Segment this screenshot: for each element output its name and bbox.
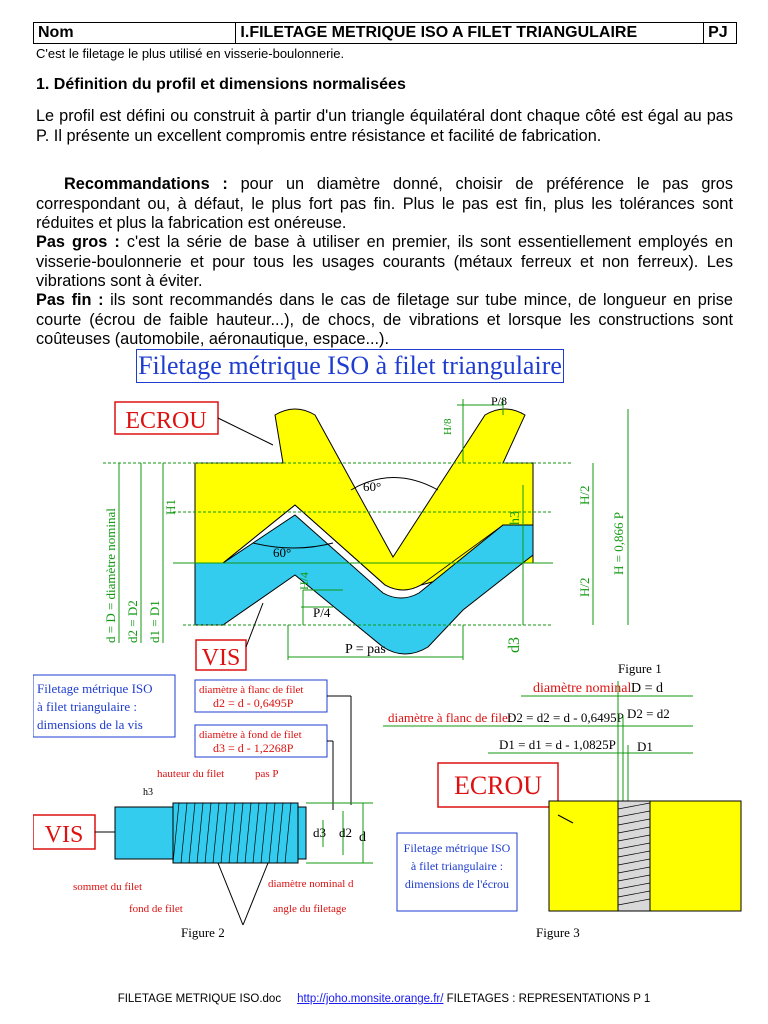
fig2-vis: VIS <box>44 822 84 848</box>
fig2-fond-title: diamètre à fond de filet <box>199 729 302 741</box>
figures-drawing <box>33 385 743 945</box>
paragraph-pas-fin <box>36 291 733 350</box>
footer-rest: FILETAGES : REPRESENTATIONS P 1 <box>446 993 651 1005</box>
figure-3-caption: Figure 3 <box>536 925 580 940</box>
label-h8: H/8 <box>442 418 454 435</box>
pas-fin-text: ils sont recommandés dans le cas de filetage sur tube mince, de longueur en prise courte (écrou de faible hauteur...), de chocs, de vibrations et lorsque les constructions sont coûteuses (automobile, aéronautique, espace...). <box>36 291 733 348</box>
fig2-box-line2: à filet triangulaire : <box>37 699 137 714</box>
fig3-ecrou: ECROU <box>453 771 543 800</box>
fig2-angle: angle du filetage <box>273 903 347 915</box>
header-title: I.FILETAGE METRIQUE ISO A FILET TRIANGULAIRE <box>236 23 704 43</box>
fig2-hauteur: hauteur du filet <box>157 768 225 780</box>
label-60-top: 60° <box>363 479 382 494</box>
fig3-d1-formula: D1 = d1 = d - 1,0825P <box>499 737 616 752</box>
label-h3: h3 <box>508 511 523 525</box>
fig2-h3: h3 <box>143 787 153 798</box>
fig2-d3: d3 <box>313 825 326 840</box>
fig3-box-line2: à filet triangulaire : <box>410 859 504 873</box>
paragraph-profil: Le profil est défini ou construit à partir d'un triangle équilatéral dont chaque côté est égal au pas P. Il présente un excellent compromis entre résistance et facilité de fabrication. <box>36 107 733 145</box>
label-h1: H1 <box>163 499 178 515</box>
header-pj: PJ <box>708 24 728 41</box>
fig3-flanc: diamètre à flanc de filet <box>388 710 512 725</box>
figure-1-caption: Figure 1 <box>618 661 662 676</box>
label-d-nominal: d = D = diamètre nominal <box>103 508 118 643</box>
label-p-pas: P = pas <box>345 642 386 657</box>
label-d1: d1 = D1 <box>147 600 162 643</box>
reco-label: Recommandations : <box>64 175 228 193</box>
section-title: 1. Définition du profil et dimensions normalisées <box>36 76 406 93</box>
fig3-nominal: diamètre nominal <box>533 681 632 696</box>
label-vis: VIS <box>201 645 241 671</box>
label-p4: P/4 <box>313 605 331 620</box>
label-p8: P/8 <box>491 394 508 408</box>
label-h4: H/4 <box>297 572 311 590</box>
pas-gros-text: c'est la série de base à utiliser en premier, ils sont essentiellement employés en visserie-boulonnerie et pour tous les usages courants (métaux ferreux et non ferreux). Les vibrations sont à éviter. <box>36 233 733 290</box>
footer-file: FILETAGE METRIQUE ISO.doc <box>117 993 282 1005</box>
fig3-d1: D1 <box>637 739 653 754</box>
label-d2: d2 = D2 <box>125 600 140 643</box>
pas-fin-label: Pas fin : <box>36 291 104 309</box>
fig2-pas: pas P <box>255 768 279 780</box>
label-ecrou: ECROU <box>125 408 207 434</box>
fig3-flanc-formula: D2 = d2 = d - 0,6495P <box>507 710 624 725</box>
fig2-flanc-title: diamètre à flanc de filet <box>199 684 304 696</box>
figure-2-caption: Figure 2 <box>181 925 225 940</box>
fig2-box-line3: dimensions de la vis <box>37 717 143 732</box>
fig3-d-eq: D = d <box>631 681 664 696</box>
fig2-sommet: sommet du filet <box>73 881 143 893</box>
fig2-d2: d2 <box>339 825 352 840</box>
figure-1 <box>103 394 662 676</box>
paragraph-pas-gros <box>36 233 733 292</box>
figure-2 <box>33 675 373 940</box>
fig2-box-line1: Filetage métrique ISO <box>37 681 153 696</box>
fig2-fond: fond de filet <box>129 903 183 915</box>
label-h2-bottom: H/2 <box>577 577 592 597</box>
page-footer <box>0 993 768 1005</box>
pas-gros-label: Pas gros : <box>36 233 120 251</box>
label-h-0866: H = 0,866 P <box>611 512 626 575</box>
header-table <box>33 22 737 44</box>
fig3-box-line3: dimensions de l'écrou <box>404 877 510 891</box>
fig2-fond-formula: d3 = d - 1,2268P <box>213 741 294 755</box>
header-nom: Nom <box>34 23 236 43</box>
fig2-d: d <box>359 830 366 845</box>
label-h2-top: H/2 <box>577 485 592 505</box>
figure-title: Filetage métrique ISO à filet triangulaire <box>136 349 564 383</box>
fig2-nominal: diamètre nominal d <box>268 878 354 890</box>
label-d3: d3 <box>506 637 523 653</box>
reco-text: pour un diamètre donné, choisir de préférence le pas gros correspondant ou, à défaut, le plus fort pas fin. Plus le pas est fin, plus les tolérances sont réduites et plus la fabrication est onéreuse. <box>36 175 733 232</box>
fig2-flanc-formula: d2 = d - 0,6495P <box>213 696 294 710</box>
label-60-bottom: 60° <box>273 545 292 560</box>
paragraph-recommandations <box>36 175 733 234</box>
fig3-box-line1: Filetage métrique ISO <box>403 841 511 855</box>
figure-3 <box>383 681 741 940</box>
intro-text: C'est le filetage le plus utilisé en visserie-boulonnerie. <box>36 46 345 61</box>
footer-link[interactable]: http://joho.monsite.orange.fr/ <box>297 993 444 1005</box>
fig3-d2: D2 = d2 <box>627 706 670 721</box>
